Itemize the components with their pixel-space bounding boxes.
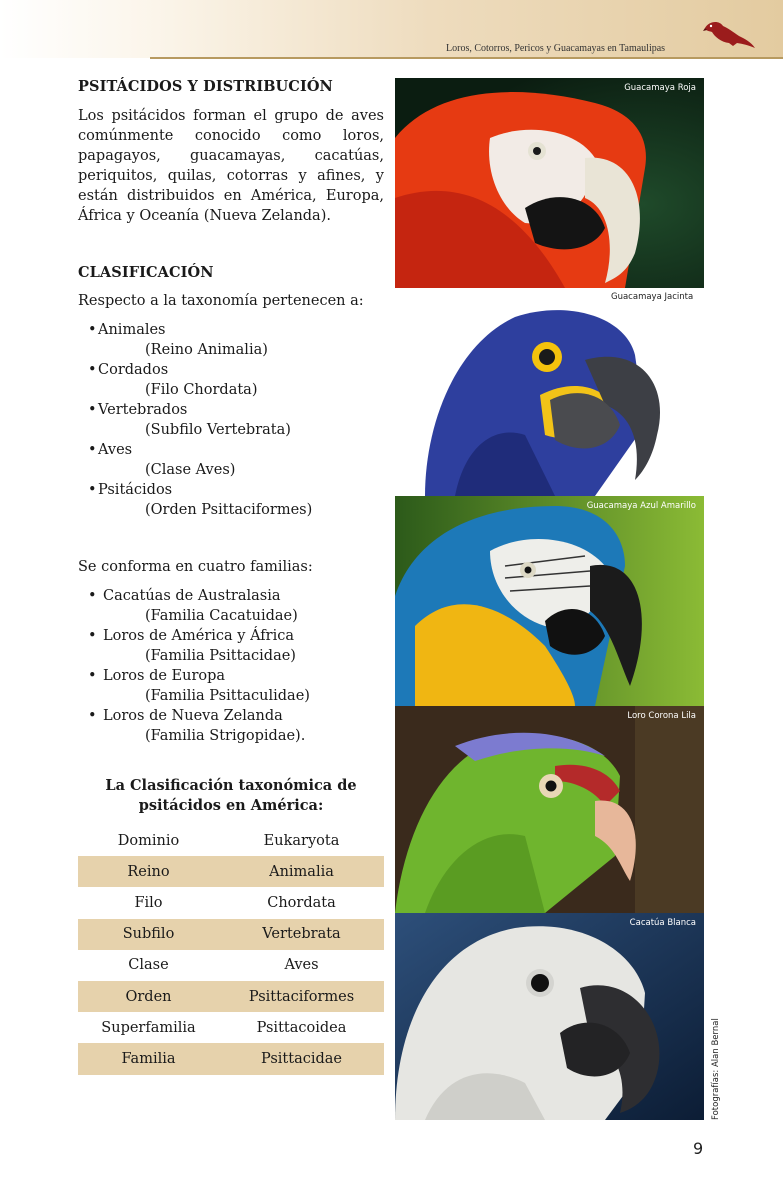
page-header	[0, 0, 783, 58]
photo-caption: Guacamaya Roja	[624, 83, 696, 93]
section-heading-distribution: PSITÁCIDOS Y DISTRIBUCIÓN	[78, 78, 333, 95]
parrot-silhouette-icon	[703, 18, 755, 52]
taxonomy-intro: Respecto a la taxonomía pertenecen a:	[78, 293, 364, 309]
taxonomy-table	[78, 825, 384, 1075]
running-title: Loros, Cotorros, Pericos y Guacamayas en Tamaulipas	[446, 43, 666, 54]
section-heading-classification: CLASIFICACIÓN	[78, 264, 214, 281]
photo-hyacinth-macaw	[395, 305, 704, 496]
photo-credit: Fotografías: Alan Bernal	[711, 1018, 721, 1120]
header-rule	[150, 57, 783, 59]
photo-white-cockatoo	[395, 913, 704, 1120]
table-row: Filo Chordata	[134, 894, 336, 911]
photo-scarlet-macaw	[395, 78, 704, 288]
table-row: Clase Aves	[128, 957, 319, 974]
table-row: Reino Animalia	[78, 856, 384, 887]
page-number: 9	[693, 1139, 704, 1158]
photo-caption: Guacamaya Azul Amarillo	[586, 501, 696, 511]
table-title: La Clasificación taxonómica de psitácidos en América:	[105, 777, 357, 814]
photo-blue-yellow-macaw	[395, 496, 704, 706]
table-row: Familia Psittacidae	[78, 1043, 384, 1074]
table-row: Superfamilia Psittacoidea	[101, 1019, 347, 1036]
distribution-paragraph: Los psitácidos forman el grupo de aves comúnmente conocido como loros, papagayos, guacamayas, cacatúas, periquitos, quilas, cotorras y afines, y están distribuidos en América, Europa, África y Oceanía (Nueva Zelanda).	[78, 108, 384, 224]
families-intro: Se conforma en cuatro familias:	[78, 559, 313, 575]
table-row: Orden Psittaciformes	[78, 981, 384, 1012]
photo-caption: Loro Corona Lila	[627, 711, 696, 721]
table-row: Subfilo Vertebrata	[78, 919, 384, 950]
photo-caption: Guacamaya Jacinta	[611, 292, 694, 302]
photo-caption: Cacatúa Blanca	[629, 918, 696, 928]
table-row: Dominio Eukaryota	[117, 832, 340, 849]
photo-lilac-crowned-amazon	[395, 706, 704, 913]
